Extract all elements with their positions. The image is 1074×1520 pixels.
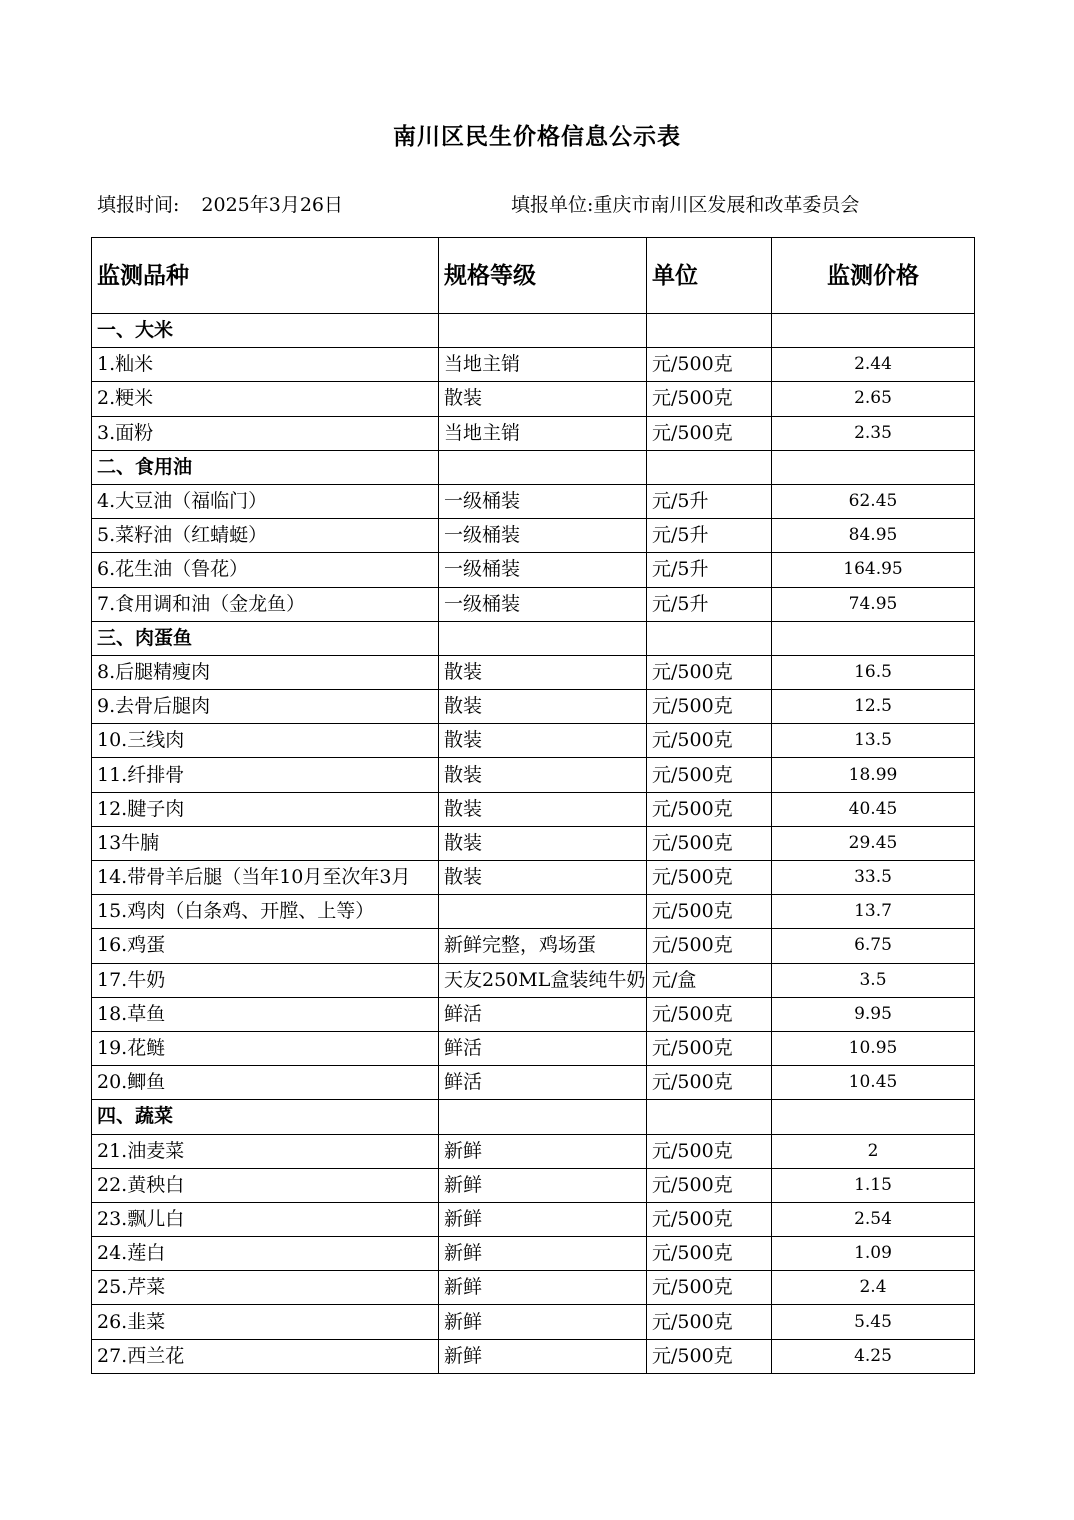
item-name-cell: 18.草鱼 bbox=[92, 997, 439, 1031]
item-name-cell: 一、大米 bbox=[92, 314, 439, 348]
category-row bbox=[92, 621, 975, 655]
table-header-row bbox=[92, 238, 975, 314]
unit-cell: 元/500克 bbox=[647, 1066, 772, 1100]
table-row bbox=[92, 1031, 975, 1065]
price-cell: 16.5 bbox=[772, 655, 975, 689]
table-row bbox=[92, 655, 975, 689]
price-cell: 40.45 bbox=[772, 792, 975, 826]
table-row bbox=[92, 861, 975, 895]
table-row bbox=[92, 963, 975, 997]
unit-cell: 元/500克 bbox=[647, 1168, 772, 1202]
item-name-cell: 13牛腩 bbox=[92, 826, 439, 860]
table-row bbox=[92, 587, 975, 621]
item-name-cell: 8.后腿精瘦肉 bbox=[92, 655, 439, 689]
reporting-unit-label: 填报单位: bbox=[511, 194, 594, 216]
unit-cell: 元/500克 bbox=[647, 1237, 772, 1271]
price-cell: 84.95 bbox=[772, 519, 975, 553]
table-row bbox=[92, 826, 975, 860]
unit-cell: 元/500克 bbox=[647, 929, 772, 963]
unit-cell: 元/500克 bbox=[647, 382, 772, 416]
price-cell: 4.25 bbox=[772, 1339, 975, 1373]
unit-cell: 元/5升 bbox=[647, 484, 772, 518]
spec-cell bbox=[439, 621, 647, 655]
unit-cell: 元/500克 bbox=[647, 997, 772, 1031]
document-title: 南川区民生价格信息公示表 bbox=[393, 123, 681, 150]
report-date bbox=[97, 190, 343, 217]
spec-cell bbox=[439, 1100, 647, 1134]
spec-cell: 新鲜 bbox=[439, 1237, 647, 1271]
table-row bbox=[92, 929, 975, 963]
price-cell: 10.95 bbox=[772, 1031, 975, 1065]
item-name-cell: 4.大豆油（福临门） bbox=[92, 484, 439, 518]
unit-cell: 元/盒 bbox=[647, 963, 772, 997]
table-row bbox=[92, 382, 975, 416]
report-date-value: 2025年3月26日 bbox=[201, 194, 344, 216]
table-row bbox=[92, 997, 975, 1031]
table-row bbox=[92, 1134, 975, 1168]
table-row bbox=[92, 758, 975, 792]
table-row bbox=[92, 553, 975, 587]
unit-cell bbox=[647, 621, 772, 655]
unit-cell: 元/5升 bbox=[647, 587, 772, 621]
header-item: 监测品种 bbox=[92, 238, 439, 314]
spec-cell: 新鲜 bbox=[439, 1339, 647, 1373]
price-cell: 1.09 bbox=[772, 1237, 975, 1271]
unit-cell bbox=[647, 314, 772, 348]
item-name-cell: 25.芹菜 bbox=[92, 1271, 439, 1305]
spec-cell: 鲜活 bbox=[439, 1066, 647, 1100]
item-name-cell: 15.鸡肉（白条鸡、开膛、上等） bbox=[92, 895, 439, 929]
price-cell: 2.54 bbox=[772, 1202, 975, 1236]
unit-cell bbox=[647, 1100, 772, 1134]
spec-cell: 散装 bbox=[439, 826, 647, 860]
price-cell bbox=[772, 1100, 975, 1134]
spec-cell bbox=[439, 314, 647, 348]
spec-cell: 新鲜 bbox=[439, 1202, 647, 1236]
price-cell: 2.4 bbox=[772, 1271, 975, 1305]
unit-cell: 元/500克 bbox=[647, 792, 772, 826]
spec-cell: 散装 bbox=[439, 758, 647, 792]
unit-cell: 元/500克 bbox=[647, 1305, 772, 1339]
unit-cell: 元/500克 bbox=[647, 1031, 772, 1065]
item-name-cell: 17.牛奶 bbox=[92, 963, 439, 997]
table-row bbox=[92, 484, 975, 518]
unit-cell: 元/500克 bbox=[647, 861, 772, 895]
item-name-cell: 二、食用油 bbox=[92, 450, 439, 484]
spec-cell: 一级桶装 bbox=[439, 553, 647, 587]
header-price: 监测价格 bbox=[772, 238, 975, 314]
spec-cell: 当地主销 bbox=[439, 348, 647, 382]
table-row bbox=[92, 690, 975, 724]
item-name-cell: 23.飘儿白 bbox=[92, 1202, 439, 1236]
table-row bbox=[92, 724, 975, 758]
spec-cell: 鲜活 bbox=[439, 997, 647, 1031]
spec-cell: 散装 bbox=[439, 724, 647, 758]
header-spec: 规格等级 bbox=[439, 238, 647, 314]
unit-cell: 元/500克 bbox=[647, 1339, 772, 1373]
unit-cell: 元/500克 bbox=[647, 758, 772, 792]
item-name-cell: 19.花鲢 bbox=[92, 1031, 439, 1065]
item-name-cell: 20.鲫鱼 bbox=[92, 1066, 439, 1100]
table-row bbox=[92, 519, 975, 553]
price-cell bbox=[772, 450, 975, 484]
item-name-cell: 11.纤排骨 bbox=[92, 758, 439, 792]
table-row bbox=[92, 1168, 975, 1202]
item-name-cell: 5.菜籽油（红蜻蜓） bbox=[92, 519, 439, 553]
item-name-cell: 24.莲白 bbox=[92, 1237, 439, 1271]
spec-cell: 新鲜完整，鸡场蛋 bbox=[439, 929, 647, 963]
price-cell: 33.5 bbox=[772, 861, 975, 895]
item-name-cell: 7.食用调和油（金龙鱼） bbox=[92, 587, 439, 621]
table-row bbox=[92, 1066, 975, 1100]
unit-cell: 元/500克 bbox=[647, 1134, 772, 1168]
price-cell: 74.95 bbox=[772, 587, 975, 621]
item-name-cell: 四、蔬菜 bbox=[92, 1100, 439, 1134]
item-name-cell: 27.西兰花 bbox=[92, 1339, 439, 1373]
spec-cell: 一级桶装 bbox=[439, 587, 647, 621]
table-row bbox=[92, 1202, 975, 1236]
spec-cell bbox=[439, 450, 647, 484]
spec-cell: 鲜活 bbox=[439, 1031, 647, 1065]
price-cell: 62.45 bbox=[772, 484, 975, 518]
item-name-cell: 21.油麦菜 bbox=[92, 1134, 439, 1168]
table-row bbox=[92, 1271, 975, 1305]
table-row bbox=[92, 792, 975, 826]
price-cell: 1.15 bbox=[772, 1168, 975, 1202]
price-table bbox=[91, 237, 975, 1374]
price-cell: 29.45 bbox=[772, 826, 975, 860]
price-cell: 2.35 bbox=[772, 416, 975, 450]
spec-cell: 新鲜 bbox=[439, 1305, 647, 1339]
spec-cell: 新鲜 bbox=[439, 1168, 647, 1202]
price-cell: 12.5 bbox=[772, 690, 975, 724]
spec-cell bbox=[439, 895, 647, 929]
unit-cell: 元/500克 bbox=[647, 826, 772, 860]
table-row bbox=[92, 348, 975, 382]
item-name-cell: 12.腱子肉 bbox=[92, 792, 439, 826]
unit-cell: 元/500克 bbox=[647, 655, 772, 689]
price-cell: 13.7 bbox=[772, 895, 975, 929]
spec-cell: 当地主销 bbox=[439, 416, 647, 450]
spec-cell: 天友250ML盒装纯牛奶 bbox=[439, 963, 647, 997]
category-row bbox=[92, 450, 975, 484]
unit-cell: 元/500克 bbox=[647, 348, 772, 382]
spec-cell: 散装 bbox=[439, 792, 647, 826]
item-name-cell: 3.面粉 bbox=[92, 416, 439, 450]
unit-cell: 元/500克 bbox=[647, 1202, 772, 1236]
reporting-unit bbox=[511, 190, 859, 217]
table-row bbox=[92, 1237, 975, 1271]
price-cell: 5.45 bbox=[772, 1305, 975, 1339]
table-row bbox=[92, 1305, 975, 1339]
price-cell: 9.95 bbox=[772, 997, 975, 1031]
item-name-cell: 22.黄秧白 bbox=[92, 1168, 439, 1202]
unit-cell: 元/500克 bbox=[647, 895, 772, 929]
item-name-cell: 10.三线肉 bbox=[92, 724, 439, 758]
item-name-cell: 2.粳米 bbox=[92, 382, 439, 416]
category-row bbox=[92, 314, 975, 348]
spec-cell: 散装 bbox=[439, 861, 647, 895]
unit-cell: 元/500克 bbox=[647, 724, 772, 758]
table-row bbox=[92, 895, 975, 929]
unit-cell: 元/5升 bbox=[647, 519, 772, 553]
report-date-label: 填报时间: bbox=[97, 194, 180, 216]
spec-cell: 散装 bbox=[439, 382, 647, 416]
spec-cell: 散装 bbox=[439, 655, 647, 689]
spec-cell: 一级桶装 bbox=[439, 519, 647, 553]
price-cell: 13.5 bbox=[772, 724, 975, 758]
price-cell: 18.99 bbox=[772, 758, 975, 792]
price-cell: 2 bbox=[772, 1134, 975, 1168]
item-name-cell: 1.籼米 bbox=[92, 348, 439, 382]
table-row bbox=[92, 1339, 975, 1373]
price-cell: 10.45 bbox=[772, 1066, 975, 1100]
price-cell: 164.95 bbox=[772, 553, 975, 587]
unit-cell: 元/500克 bbox=[647, 1271, 772, 1305]
price-cell: 3.5 bbox=[772, 963, 975, 997]
price-cell: 2.44 bbox=[772, 348, 975, 382]
spec-cell: 一级桶装 bbox=[439, 484, 647, 518]
price-cell: 2.65 bbox=[772, 382, 975, 416]
price-cell bbox=[772, 621, 975, 655]
spec-cell: 新鲜 bbox=[439, 1271, 647, 1305]
item-name-cell: 14.带骨羊后腿（当年10月至次年3月 bbox=[92, 861, 439, 895]
spec-cell: 散装 bbox=[439, 690, 647, 724]
item-name-cell: 6.花生油（鲁花） bbox=[92, 553, 439, 587]
price-cell bbox=[772, 314, 975, 348]
price-cell: 6.75 bbox=[772, 929, 975, 963]
item-name-cell: 三、肉蛋鱼 bbox=[92, 621, 439, 655]
header-unit: 单位 bbox=[647, 238, 772, 314]
item-name-cell: 16.鸡蛋 bbox=[92, 929, 439, 963]
item-name-cell: 9.去骨后腿肉 bbox=[92, 690, 439, 724]
spec-cell: 新鲜 bbox=[439, 1134, 647, 1168]
unit-cell bbox=[647, 450, 772, 484]
unit-cell: 元/500克 bbox=[647, 416, 772, 450]
category-row bbox=[92, 1100, 975, 1134]
table-row bbox=[92, 416, 975, 450]
reporting-unit-value: 重庆市南川区发展和改革委员会 bbox=[593, 194, 860, 216]
unit-cell: 元/5升 bbox=[647, 553, 772, 587]
unit-cell: 元/500克 bbox=[647, 690, 772, 724]
item-name-cell: 26.韭菜 bbox=[92, 1305, 439, 1339]
